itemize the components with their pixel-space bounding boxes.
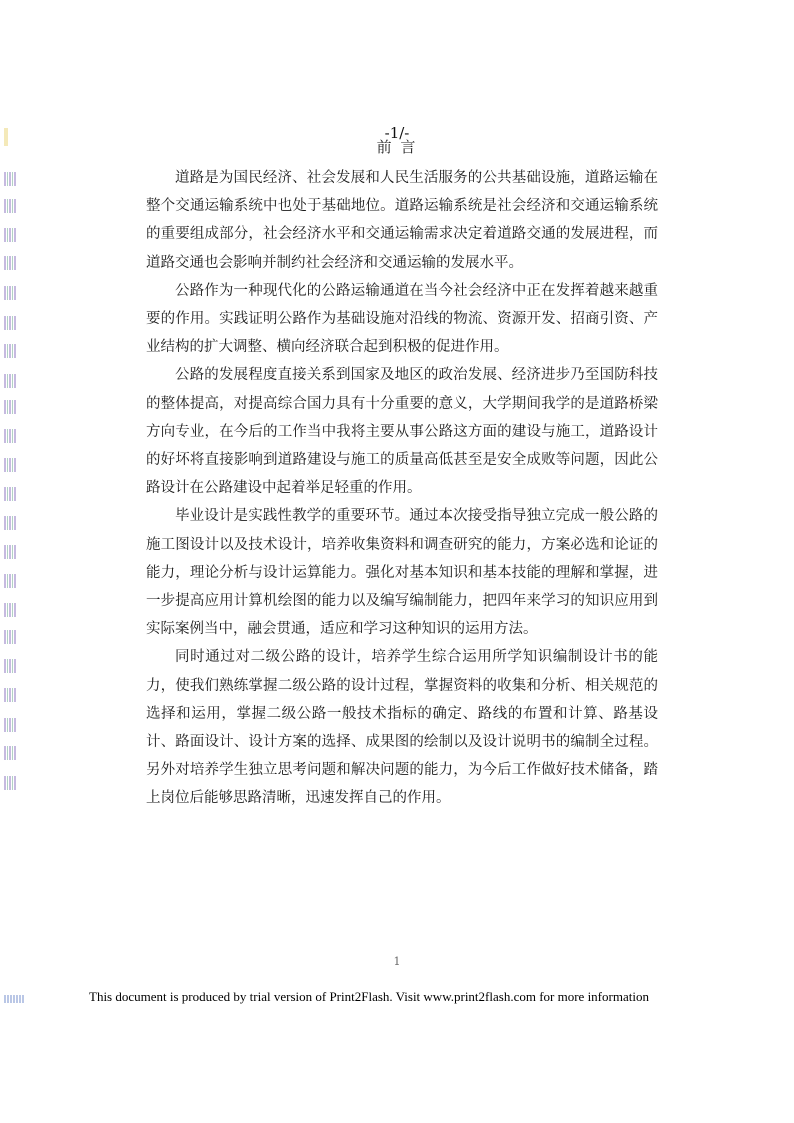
margin-mark bbox=[4, 603, 16, 617]
margin-mark bbox=[4, 374, 16, 388]
margin-mark bbox=[4, 286, 16, 300]
margin-mark bbox=[4, 256, 16, 270]
margin-mark bbox=[4, 344, 16, 358]
paragraph: 公路的发展程度直接关系到国家及地区的政治发展、经济进步乃至国防科技的整体提高，对提高综合国力具有十分重要的意义，大学期间我学的是道路桥梁方向专业，在今后的工作当中我将主要从事公路这方面的建设与施工，道路设计的好坏将直接影响到道路建设与施工的质量高低甚至是安全成败等问题，因此公路设计在公路建设中起着举足轻重的作用。 bbox=[146, 367, 658, 497]
page-number: 1 bbox=[393, 955, 401, 968]
margin-mark bbox=[4, 199, 16, 213]
margin-mark bbox=[4, 429, 16, 443]
margin-mark bbox=[4, 316, 16, 330]
margin-mark bbox=[4, 172, 16, 186]
page-marker: -1/- bbox=[384, 124, 410, 142]
paragraph: 公路作为一种现代化的公路运输通道在当今社会经济中正在发挥着越来越重要的作用。实践证明公路作为基础设施对沿线的物流、资源开发、招商引资、产业结构的扩大调整、横向经济联合起到积极的促进作用。 bbox=[146, 282, 658, 356]
trial-watermark-footer: This document is produced by trial version of Print2Flash. Visit www.print2flash.com for more information bbox=[89, 989, 649, 1004]
margin-mark bbox=[4, 400, 16, 414]
margin-mark bbox=[4, 545, 16, 559]
margin-mark bbox=[4, 487, 16, 501]
margin-mark bbox=[4, 746, 16, 760]
margin-mark bbox=[4, 574, 16, 588]
document-body bbox=[146, 164, 658, 813]
margin-mark bbox=[4, 516, 16, 530]
margin-mark bbox=[4, 630, 16, 644]
paragraph: 道路是为国民经济、社会发展和人民生活服务的公共基础设施，道路运输在整个交通运输系统中也处于基础地位。道路运输系统是社会经济和交通运输系统的重要组成部分，社会经济水平和交通运输需求决定着道路交通的发展进程，而道路交通也会影响并制约社会经济和交通运输的发展水平。 bbox=[146, 170, 658, 271]
margin-mark bbox=[4, 718, 16, 732]
margin-mark bbox=[4, 688, 16, 702]
page-title: 前 言 bbox=[376, 138, 418, 156]
margin-mark bbox=[4, 458, 16, 472]
margin-mark bbox=[4, 995, 24, 1003]
margin-mark bbox=[4, 776, 16, 790]
margin-mark bbox=[4, 228, 16, 242]
paragraph: 同时通过对二级公路的设计，培养学生综合运用所学知识编制设计书的能力，使我们熟练掌握二级公路的设计过程，掌握资料的收集和分析、相关规范的选择和运用，掌握二级公路一般技术指标的确定、路线的布置和计算、路基设计、路面设计、设计方案的选择、成果图的绘制以及设计说明书的编制全过程。另外对培养学生独立思考问题和解决问题的能力，为今后工作做好技术储备，踏上岗位后能够思路清晰，迅速发挥自己的作用。 bbox=[146, 649, 658, 807]
paragraph: 毕业设计是实践性教学的重要环节。通过本次接受指导独立完成一般公路的施工图设计以及技术设计，培养收集资料和调查研究的能力，方案必选和论证的能力，理论分析与设计运算能力。强化对基本知识和基本技能的理解和掌握，进一步提高应用计算机绘图的能力以及编写编制能力，把四年来学习的知识应用到实际案例当中，融会贯通，适应和学习这种知识的运用方法。 bbox=[146, 508, 658, 638]
margin-mark bbox=[4, 659, 16, 673]
